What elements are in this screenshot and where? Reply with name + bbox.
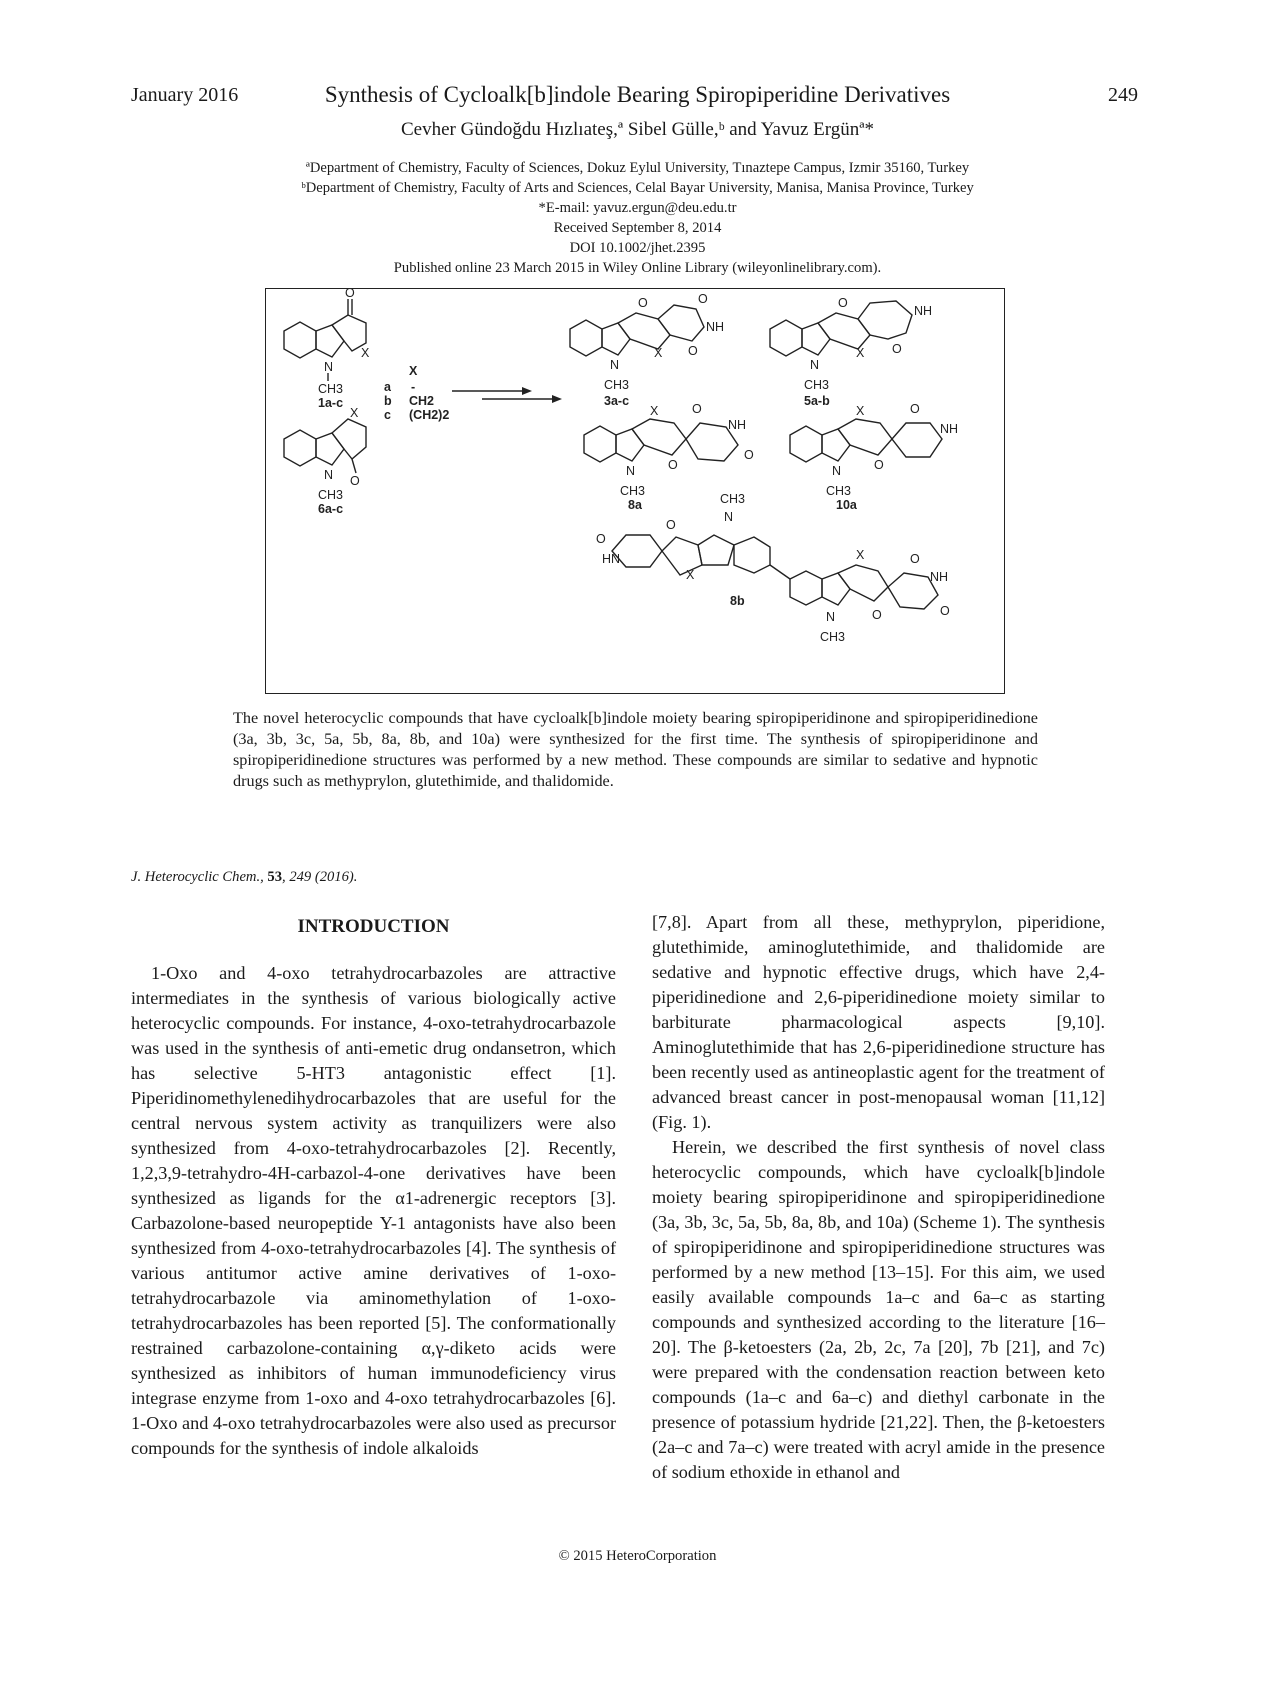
svg-text:O: O xyxy=(872,608,882,622)
svg-text:N: N xyxy=(832,464,842,478)
structure-3a-c xyxy=(570,292,724,408)
svg-text:c: c xyxy=(384,408,391,422)
svg-text:X: X xyxy=(856,346,865,360)
svg-text:NH: NH xyxy=(914,304,933,318)
svg-text:O: O xyxy=(910,552,920,566)
svg-text:N: N xyxy=(724,510,734,524)
svg-text:O: O xyxy=(345,289,355,300)
svg-text:O: O xyxy=(668,458,678,472)
article-title: Synthesis of Cycloalk[b]indole Bearing Spiropiperidine Derivatives xyxy=(324,82,951,107)
affiliation-a: ªDepartment of Chemistry, Faculty of Sciences, Dokuz Eylul University, Tınaztepe Campus, Izmir 35160, Turkey xyxy=(305,160,970,176)
structure-8b xyxy=(596,492,950,644)
label-8b: 8b xyxy=(730,594,745,608)
svg-text:N: N xyxy=(610,358,620,372)
svg-text:CH3: CH3 xyxy=(820,630,846,644)
svg-text:NH: NH xyxy=(728,418,747,432)
svg-text:O: O xyxy=(744,448,754,462)
svg-text:N: N xyxy=(626,464,636,478)
published-online: Published online 23 March 2015 in Wiley Online Library (wileyonlinelibrary.com). xyxy=(393,260,882,276)
svg-text:HN: HN xyxy=(602,552,621,566)
svg-text:CH3: CH3 xyxy=(720,492,746,506)
svg-text:O: O xyxy=(940,604,950,618)
abstract: The novel heterocyclic compounds that have cycloalk[b]indole moiety bearing spiropiperidinone and spiropiperidinedione (3a, 3b, 3c, 5a, 5b, 8a, 8b, and 10a) were synthesized for the first time. The synthesis of spiropiperidinone and spiropiperidinedione structures was performed by a new method. These compounds are similar to sedative and hypnotic drugs such as methyprylon, glutethimide, and thalidomide. xyxy=(233,709,1038,790)
affiliation-b: ᵇDepartment of Chemistry, Faculty of Arts and Sciences, Celal Bayar University, Manisa, Manisa Province, Turkey xyxy=(301,180,974,196)
svg-text:CH3: CH3 xyxy=(604,378,630,392)
scheme-drawing xyxy=(266,289,1004,693)
svg-text:a: a xyxy=(384,380,391,394)
structure-1a-c xyxy=(284,289,370,410)
svg-text:CH3: CH3 xyxy=(318,488,344,502)
svg-text:X: X xyxy=(654,346,663,360)
label-3a-c: 3a-c xyxy=(604,394,630,408)
label-6a-c: 6a-c xyxy=(318,502,344,516)
svg-text:O: O xyxy=(838,296,848,310)
svg-text:CH2: CH2 xyxy=(409,394,435,408)
svg-text:NH: NH xyxy=(930,570,949,584)
svg-text:b: b xyxy=(384,394,392,408)
substituent-table xyxy=(384,364,449,422)
structure-5a-b xyxy=(770,296,932,408)
svg-text:O: O xyxy=(698,292,708,306)
label-5a-b: 5a-b xyxy=(804,394,830,408)
copyright-footer: © 2015 HeteroCorporation xyxy=(558,1548,717,1564)
svg-text:CH3: CH3 xyxy=(318,382,344,396)
svg-text:(CH2)2: (CH2)2 xyxy=(409,408,450,422)
svg-text:O: O xyxy=(638,296,648,310)
svg-text:CH3: CH3 xyxy=(826,484,852,498)
left-column xyxy=(131,904,616,1461)
intro-paragraph-2: [7,8]. Apart from all these, methyprylon, piperidione, glutethimide, aminoglutethimide, and thalidomide are sedative and hypnotic effective drugs, which have 2,4-piperidinedione and 2,6-piperidinedione moiety similar to barbiturate pharmacological aspects [9,10]. Aminoglutethimide that has 2,6-piperidinedione structure has been recently used as antineoplastic agent for the treatment of advanced breast cancer in post-menopausal woman [11,12] (Fig. 1). xyxy=(652,912,1105,1132)
svg-text:X: X xyxy=(409,364,418,378)
author-list: Cevher Gündoğdu Hızlıateş,ª Sibel Gülle,ᵇ and Yavuz Ergünª* xyxy=(400,119,874,140)
svg-text:-: - xyxy=(411,380,416,394)
structure-6a-c xyxy=(284,406,366,516)
svg-text:X: X xyxy=(686,568,695,582)
intro-paragraph-1: 1-Oxo and 4-oxo tetrahydrocarbazoles are attractive intermediates in the synthesis of various biologically active heterocyclic compounds. For instance, 4-oxo-tetrahydrocarbazole was used in the synthesis of anti-emetic drug ondansetron, which has selective 5-HT3 antagonistic effect [1]. Piperidinomethylenedihydrocarbazoles that are useful for the central nervous system activity as tranquilizers were also synthesized from 4-oxo-tetrahydrocarbazoles [2]. Recently, 1,2,3,9-tetrahydro-4H-carbazol-4-one derivatives have been synthesized as ligands for the α1-adrenergic receptors [3]. Carbazolone-based neuropeptide Y-1 antagonists have also been synthesized from 4-oxo-tetrahydrocarbazoles [4]. The synthesis of various antitumor active amine derivatives of 1-oxo-tetrahydrocarbazole via aminomethylation of 1-oxo-tetrahydrocarbazoles has been reported [5]. The conformationally restrained carbazolone-containing α,γ-diketo acids were synthesized as inhibitors of human immunodeficiency virus integrase enzyme from 1-oxo and 4-oxo tetrahydrocarbazoles [6]. 1-Oxo and 4-oxo tetrahydrocarbazoles were also used as precursor compounds for the synthesis of indole alkaloids xyxy=(131,963,616,1458)
svg-text:O: O xyxy=(874,458,884,472)
svg-text:O: O xyxy=(596,532,606,546)
intro-paragraph-3: Herein, we described the first synthesis of novel class heterocyclic compounds, which have cycloalk[b]indole moiety bearing spiropiperidinone and spiropiperidinedione (3a, 3b, 3c, 5a, 5b, 8a, 8b, and 10a) (Scheme 1). The synthesis of spiropiperidinone and spiropiperidinedione structures was performed by a new method [13–15]. For this aim, we used easily available compounds 1a–c and 6a–c as starting compounds and synthesized according to the literature [16–20]. The β-ketoesters (2a, 2b, 2c, 7a [20], 7b [21], and 7c) were prepared with the condensation reaction between keto compounds (1a–c and 6a–c) and diethyl carbonate in the presence of potassium hydride [21,22]. Then, the β-ketoesters (2a–c and 7a–c) were treated with acryl amide in the presence of sodium ethoxide in ethanol and xyxy=(652,1137,1105,1482)
journal-citation: J. Heterocyclic Chem., 53, 249 (2016). xyxy=(131,869,358,885)
svg-text:NH: NH xyxy=(706,320,725,334)
svg-text:X: X xyxy=(650,404,659,418)
received-date: Received September 8, 2014 xyxy=(553,220,722,236)
svg-text:X: X xyxy=(361,346,370,360)
svg-text:O: O xyxy=(892,342,902,356)
reaction-arrows xyxy=(452,387,562,403)
label-10a: 10a xyxy=(836,498,857,512)
svg-text:CH3: CH3 xyxy=(620,484,646,498)
svg-text:O: O xyxy=(350,474,360,488)
label-8a: 8a xyxy=(628,498,642,512)
svg-text:N: N xyxy=(810,358,820,372)
doi: DOI 10.1002/jhet.2395 xyxy=(569,240,706,256)
svg-text:O: O xyxy=(688,344,698,358)
svg-text:NH: NH xyxy=(940,422,959,436)
svg-text:O: O xyxy=(666,518,676,532)
label-1a-c: 1a-c xyxy=(318,396,344,410)
svg-text:N: N xyxy=(324,468,334,482)
right-column xyxy=(652,910,1105,1485)
reaction-scheme xyxy=(265,288,1005,694)
svg-text:X: X xyxy=(856,404,865,418)
svg-text:N: N xyxy=(826,610,836,624)
section-heading-introduction: INTRODUCTION xyxy=(297,916,450,937)
svg-text:X: X xyxy=(350,406,359,420)
svg-text:CH3: CH3 xyxy=(804,378,830,392)
corresponding-email: *E-mail: yavuz.ergun@deu.edu.tr xyxy=(538,200,737,216)
svg-text:X: X xyxy=(856,548,865,562)
header-date: January 2016 xyxy=(131,84,239,106)
structure-10a xyxy=(790,402,958,512)
svg-text:N: N xyxy=(324,360,334,374)
svg-text:O: O xyxy=(910,402,920,416)
page-number: 249 xyxy=(1108,84,1138,106)
svg-text:O: O xyxy=(692,402,702,416)
